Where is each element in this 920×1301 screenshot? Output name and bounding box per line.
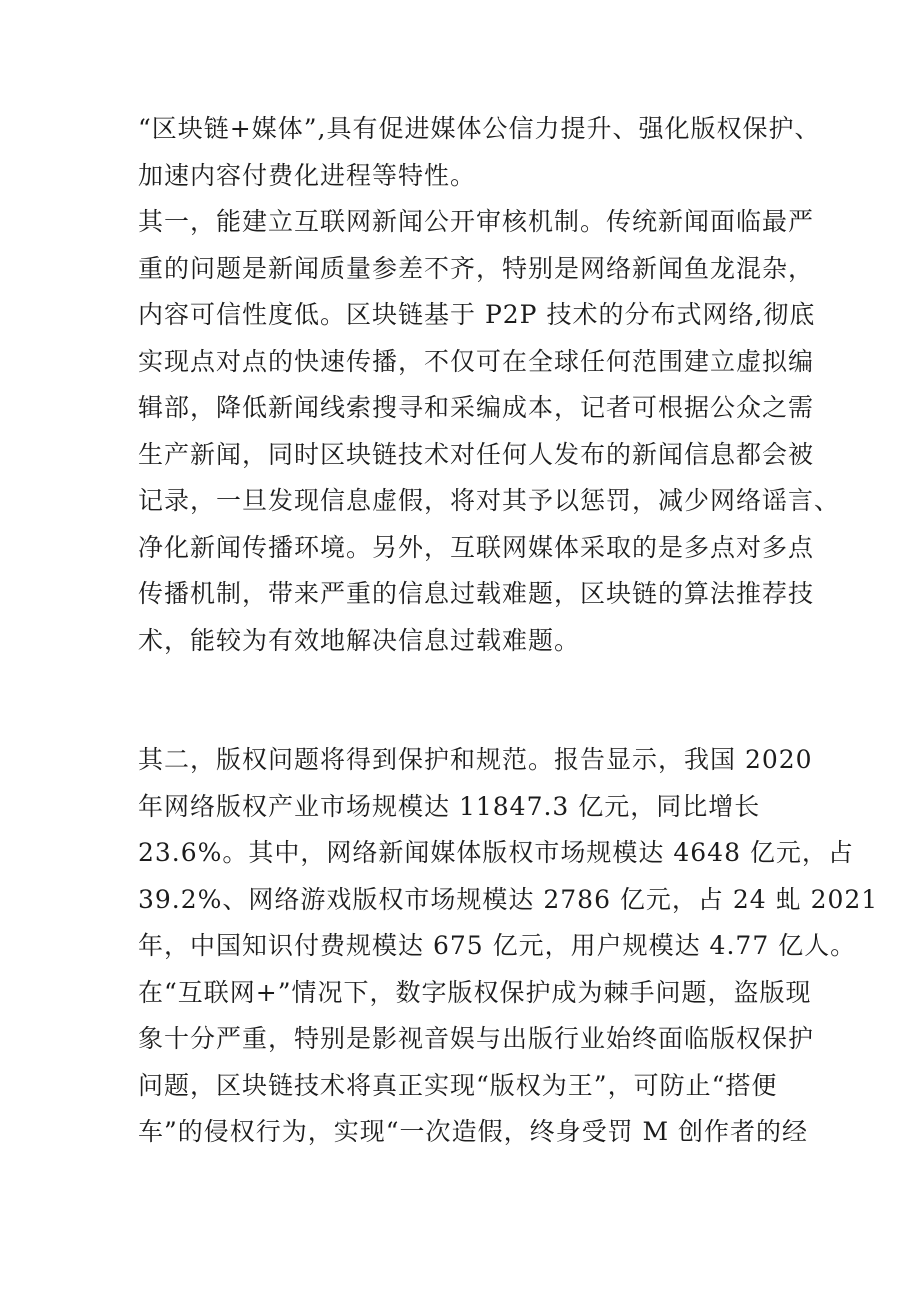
text-line: 其一，能建立互联网新闻公开审核机制。传统新闻面临最严 (138, 207, 815, 236)
text-line: 辑部，降低新闻线索搜寻和采编成本，记者可根据公众之需 (138, 393, 815, 422)
text-line: 年，中国知识付费规模达 675 亿元，用户规模达 4.77 亿人。 (138, 931, 857, 960)
text-line: 其二，版权问题将得到保护和规范。报告显示，我国 2020 (138, 745, 813, 774)
text-line: 记录，一旦发现信息虚假，将对其予以惩罚，减少网络谣言、 (138, 486, 841, 515)
text-line: 实现点对点的快速传播，不仅可在全球任何范围建立虚拟编 (138, 346, 815, 376)
text-line: 年网络版权产业市场规模达 11847.3 亿元，同比增长 (138, 791, 761, 821)
text-line: 在“互联网+”情况下，数字版权保护成为棘手问题，盗版现 (138, 977, 812, 1007)
text-line: 39.2%、网络游戏版权市场规模达 2786 亿元，占 24 虬 2021 (138, 884, 879, 914)
text-line: 净化新闻传播环境。另外，互联网媒体采取的是多点对多点 (138, 532, 815, 562)
paragraph-news-review (138, 199, 841, 664)
text-line: 象十分严重，特别是影视音娱与出版行业始终面临版权保护 (138, 1024, 815, 1053)
paragraph-copyright (138, 737, 879, 1156)
paragraph-intro (138, 106, 821, 199)
text-line: “区块链+媒体”,具有促进媒体公信力提升、强化版权保护、 (138, 114, 821, 143)
text-line: 内容可信性度低。区块链基于 P2P 技术的分布式网络,彻底 (138, 300, 816, 329)
text-line: 车”的侵权行为，实现“一次造假，终身受罚 M 创作者的经 (138, 1117, 809, 1146)
text-line: 问题，区块链技术将真正实现“版权为王”，可防止“搭便 (138, 1070, 778, 1100)
text-line: 加速内容付费化进程等特性。 (138, 160, 477, 190)
text-line: 23.6%。其中，网络新闻媒体版权市场规模达 4648 亿元，占 (138, 838, 854, 867)
text-line: 传播机制，带来严重的信息过载难题，区块链的算法推荐技 (138, 579, 815, 608)
text-line: 术，能较为有效地解决信息过载难题。 (138, 625, 581, 655)
text-line: 生产新闻，同时区块链技术对任何人发布的新闻信息都会被 (138, 439, 815, 469)
text-line: 重的问题是新闻质量参差不齐，特别是网络新闻鱼龙混杂， (138, 253, 815, 283)
